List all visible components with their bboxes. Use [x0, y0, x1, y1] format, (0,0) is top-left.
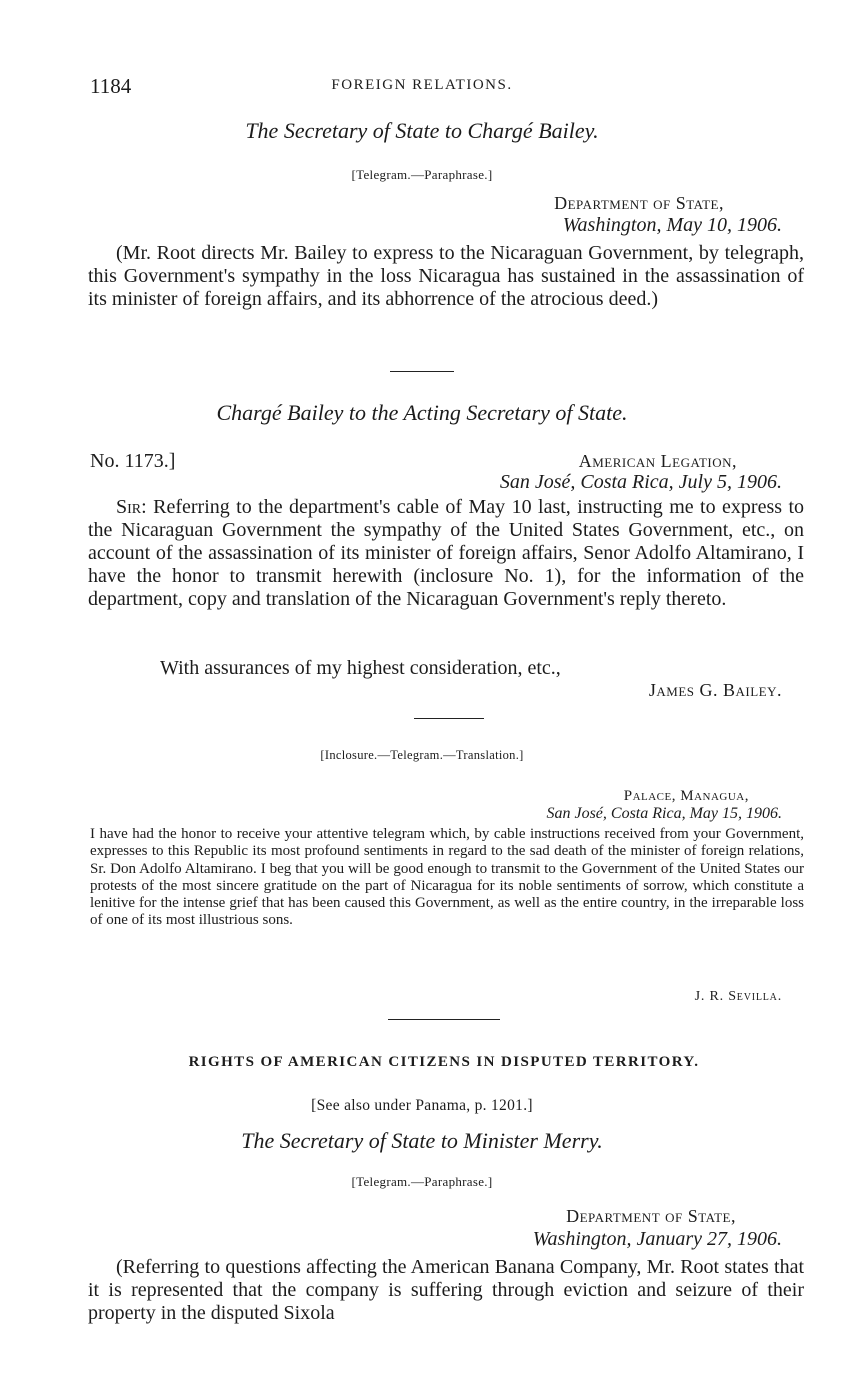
doc2-signature: James G. Bailey. — [648, 680, 782, 700]
section-divider — [388, 1019, 500, 1020]
doc2-closing: With assurances of my highest consideration, etc., — [160, 657, 561, 679]
doc2-body-text: Referring to the department's cable of May 10 last, instructing me to express to the Nicaraguan Government the sympathy of the United States Government, etc., on account of the assassination of its minister of foreign affairs, Senor Adolfo Altamirano, I have the honor to transmit herewith (inclosure No. 1), for the information of the department, copy and translation of the Nicaraguan Government's reply thereto. — [88, 496, 805, 610]
section-see-also: [See also under Panama, p. 1201.] — [311, 1097, 533, 1114]
doc3-heading: The Secretary of State to Minister Merry. — [241, 1128, 603, 1153]
doc3-body: (Referring to questions affecting the American Banana Company, Mr. Root states that it is represented that the company is suffering through eviction and seizure of their property in the disputed Sixola — [88, 1256, 804, 1324]
doc1-place-date: Washington, May 10, 1906. — [562, 214, 782, 236]
inclosure-body: I have had the honor to receive your attentive telegram which, by cable instructions received from your Government, expresses to this Republic its most profound sentiments in regard to the sad death of the minister of foreign relations, Sr. Don Adolfo Altamirano. I beg that you will be good enough to transmit to the Government of the United States our protests of the most sincere gratitude on the part of Nicaragua for its noble sentiments of sorrow, which constitute a lenitive for the intense grief that has been caused this Government, as well as the entire country, in the irreparable loss of one of its most illustrious sons. — [90, 826, 804, 929]
doc2-body — [88, 496, 804, 611]
inclosure-palace: Palace, Managua, — [623, 788, 749, 804]
doc2-salutation: Sir: — [116, 496, 147, 518]
running-title: FOREIGN RELATIONS. — [331, 77, 513, 93]
doc1-body: (Mr. Root directs Mr. Bailey to express to the Nicaraguan Government, by telegraph, this Government's sympathy in the loss Nicaragua has sustained in the assassination of its minister of foreign affairs, and its abhorrence of the atrocious deed.) — [88, 242, 804, 310]
section-title: RIGHTS OF AMERICAN CITIZENS IN DISPUTED TERRITORY. — [188, 1054, 700, 1070]
doc2-place-date: San José, Costa Rica, July 5, 1906. — [499, 471, 782, 493]
doc1-type-note: [Telegram.—Paraphrase.] — [351, 167, 493, 182]
doc2-number: No. 1173.] — [90, 450, 176, 472]
doc3-place-date: Washington, January 27, 1906. — [532, 1228, 782, 1250]
section-rule — [390, 371, 454, 372]
page-number: 1184 — [90, 74, 132, 98]
inclosure-place-date: San José, Costa Rica, May 15, 1906. — [546, 805, 782, 822]
doc3-type-note: [Telegram.—Paraphrase.] — [351, 1174, 493, 1189]
doc2-legation: American Legation, — [578, 451, 737, 471]
signature-rule — [414, 718, 484, 719]
doc3-dept: Department of State, — [566, 1206, 736, 1226]
doc1-heading: The Secretary of State to Chargé Bailey. — [245, 118, 599, 143]
doc1-dept: Department of State, — [554, 193, 724, 213]
inclosure-signature: J. R. Sevilla. — [694, 989, 782, 1004]
inclosure-type-note: [Inclosure.—Telegram.—Translation.] — [320, 748, 524, 762]
doc2-heading: Chargé Bailey to the Acting Secretary of State. — [216, 400, 628, 425]
